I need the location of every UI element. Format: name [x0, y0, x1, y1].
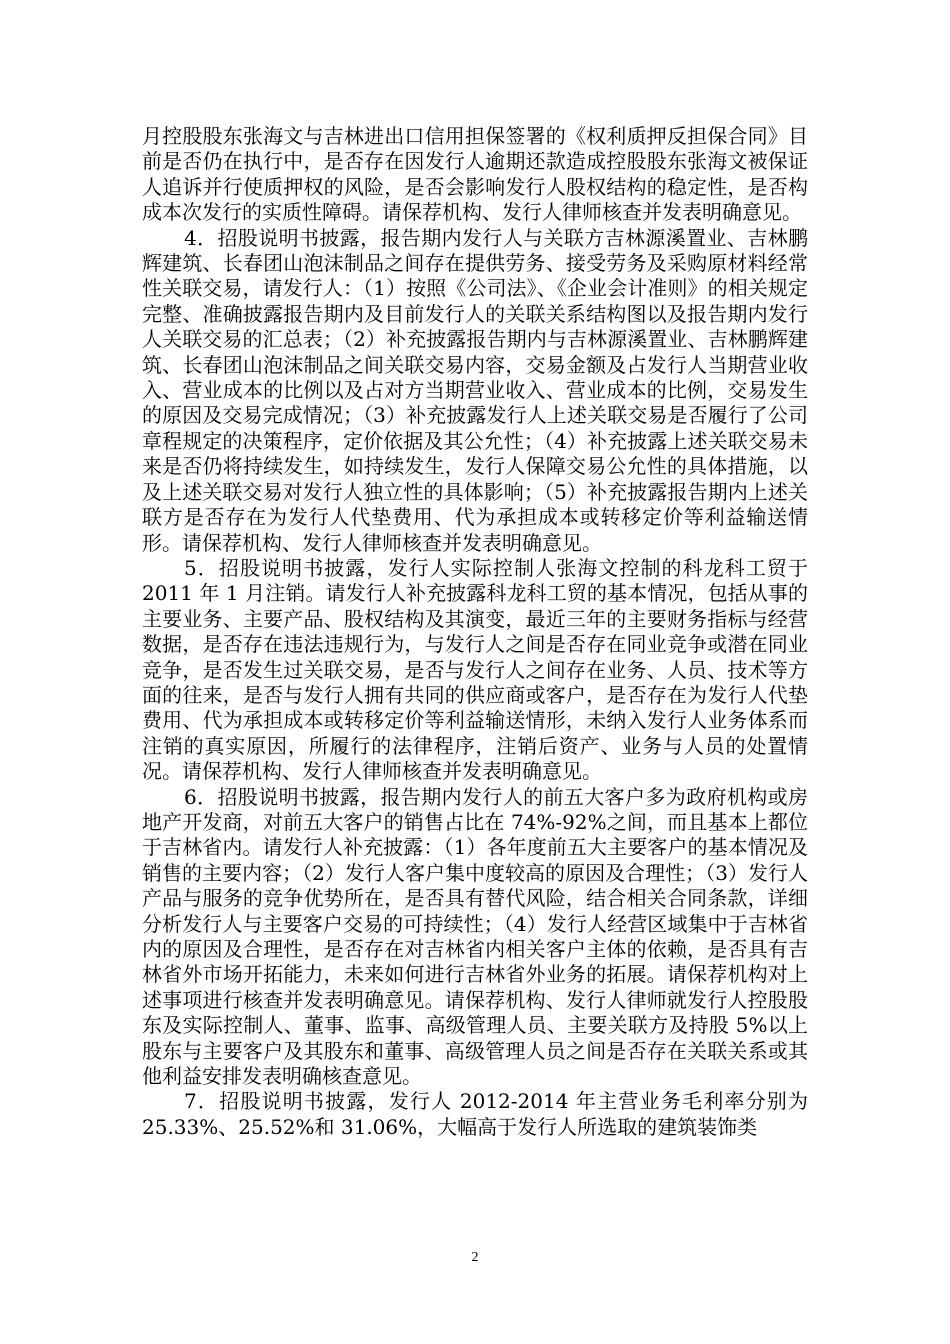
paragraph-item-5: 5．招股说明书披露，发行人实际控制人张海文控制的科龙科工贸于 2011 年 1 月注销。请发行人补充披露科龙科工贸的基本情况，包括从事的主要业务、主要产品、股权结构及其演变，最近三年的主要财务指标与经营数据，是否存在违法违规行为，与发行人之间是否存在同业竞争或潜在同业竞争，是否发生过关联交易，是否与发行人之间存在业务、人员、技术等方面的往来，是否与发行人拥有共同的供应商或客户，是否存在为发行人代垫费用、代为承担成本或转移定价等利益输送情形，未纳入发行人业务体系而注销的真实原因，所履行的法律程序，注销后资产、业务与人员的处置情况。请保荐机构、发行人律师核查并发表明确意见。	[142, 555, 808, 784]
paragraph-item-4: 4．招股说明书披露，报告期内发行人与关联方吉林源溪置业、吉林鹏辉建筑、长春团山泡沫制品之间存在提供劳务、接受劳务及采购原材料经常性关联交易，请发行人：（1）按照《公司法》、《企业会计准则》的相关规定完整、准确披露报告期内及目前发行人的关联关系结构图以及报告期内发行人关联交易的汇总表；（2）补充披露报告期内与吉林源溪置业、吉林鹏辉建筑、长春团山泡沫制品之间关联交易内容，交易金额及占发行人当期营业收入、营业成本的比例以及占对方当期营业收入、营业成本的比例，交易发生的原因及交易完成情况；（3）补充披露发行人上述关联交易是否履行了公司章程规定的决策程序，定价依据及其公允性；（4）补充披露上述关联交易未来是否仍将持续发生，如持续发生，发行人保障交易公允性的具体措施，以及上述关联交易对发行人独立性的具体影响；（5）补充披露报告期内上述关联方是否存在为发行人代垫费用、代为承担成本或转移定价等利益输送情形。请保荐机构、发行人律师核查并发表明确意见。	[142, 225, 808, 555]
document-body	[142, 124, 808, 1140]
paragraph-item-7: 7．招股说明书披露，发行人 2012-2014 年主营业务毛利率分别为 25.33%、25.52%和 31.06%，大幅高于发行人所选取的建筑装饰类	[142, 1089, 808, 1139]
paragraph-item-6: 6．招股说明书披露，报告期内发行人的前五大客户多为政府机构或房地产开发商，对前五大客户的销售占比在 74%-92%之间，而且基本上都位于吉林省内。请发行人补充披露：（1）各年度前五大主要客户的基本情况及销售的主要内容；（2）发行人客户集中度较高的原因及合理性；（3）发行人产品与服务的竞争优势所在，是否具有替代风险，结合相关合同条款，详细分析发行人与主要客户交易的可持续性；（4）发行人经营区域集中于吉林省内的原因及合理性，是否存在对吉林省内相关客户主体的依赖，是否具有吉林省外市场开拓能力，未来如何进行吉林省外业务的拓展。请保荐机构对上述事项进行核查并发表明确意见。请保荐机构、发行人律师就发行人控股股东及实际控制人、董事、监事、高级管理人员、主要关联方及持股 5%以上股东与主要客户及其股东和董事、高级管理人员之间是否存在关联关系或其他利益安排发表明确核查意见。	[142, 784, 808, 1089]
paragraph-continued: 月控股股东张海文与吉林进出口信用担保签署的《权利质押反担保合同》目前是否仍在执行中，是否存在因发行人逾期还款造成控股股东张海文被保证人追诉并行使质押权的风险，是否会影响发行人股权结构的稳定性，是否构成本次发行的实质性障碍。请保荐机构、发行人律师核查并发表明确意见。	[142, 124, 808, 225]
page-number: 2	[471, 1250, 479, 1265]
